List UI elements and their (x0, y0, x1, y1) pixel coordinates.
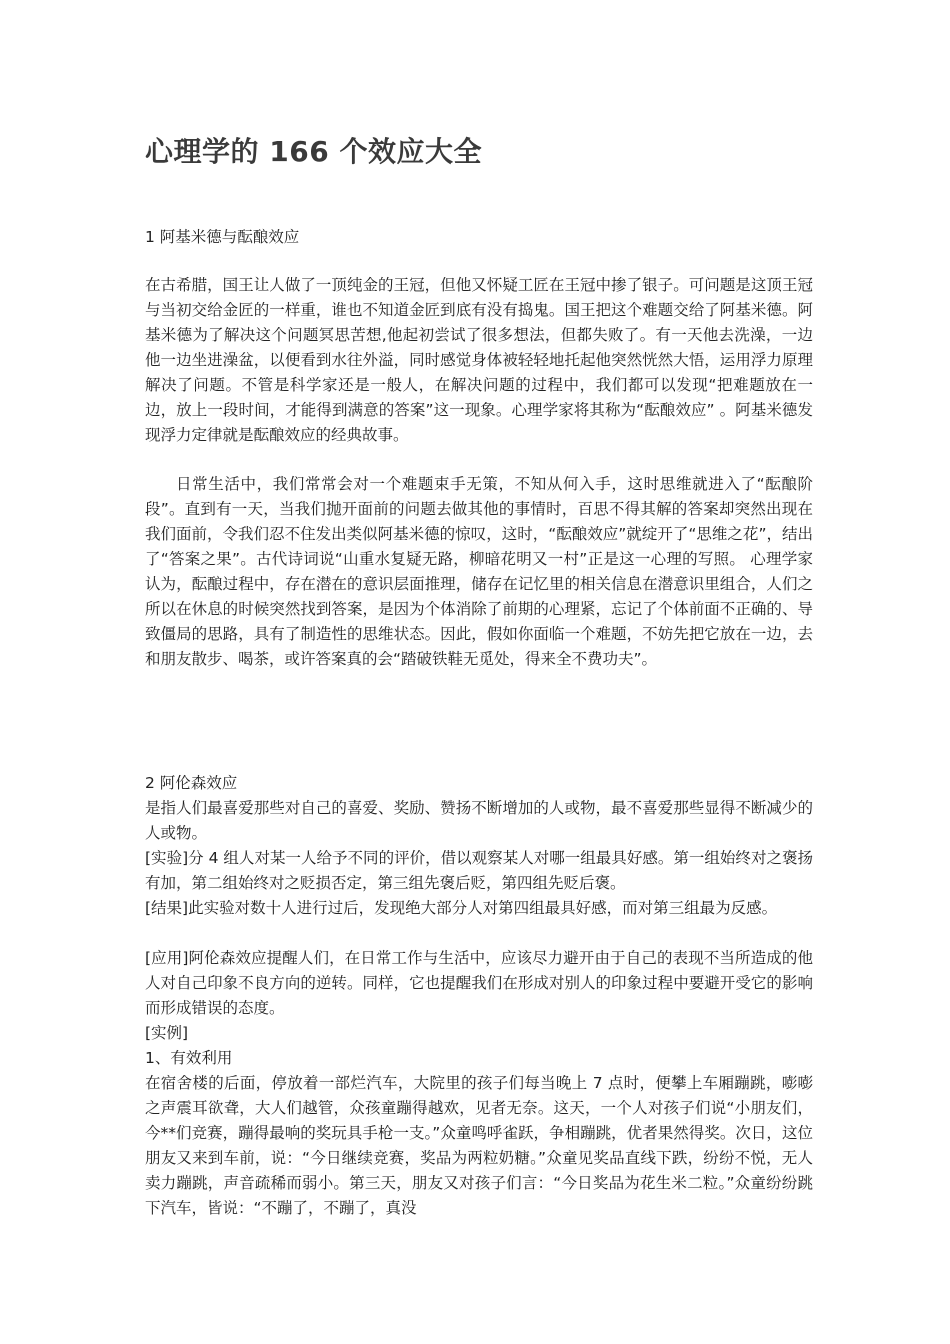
document-title: 心理学的 166 个效应大全 (145, 135, 482, 168)
paragraph: [结果]此实验对数十人进行过后，发现绝大部分人对第四组最具好感，而对第三组最为反感。 (145, 899, 778, 917)
section-heading: 2 阿伦森效应 (145, 774, 238, 792)
paragraph: 是指人们最喜爱那些对自己的喜爱、奖励、赞扬不断增加的人或物，最不喜爱那些显得不断减少的人或物。 (145, 799, 813, 842)
paragraph: [实例] (145, 1024, 189, 1042)
paragraph: 日常生活中，我们常常会对一个难题束手无策，不知从何入手，这时思维就进入了“酝酿阶段”。直到有一天，当我们抛开面前的问题去做其他的事情时，百思不得其解的答案却突然出现在我们面前，令我们忍不住发出类似阿基米德的惊叹，这时，“酝酿效应”就绽开了“思维之花”，结出了“答案之果”。古代诗词说“山重水复疑无路，柳暗花明又一村”正是这一心理的写照。 心理学家认为，酝酿过程中，存在潜在的意识层面推理，储存在记忆里的相关信息在潜意识里组合，人们之所以在休息的时候突然找到答案，是因为个体消除了前期的心理紧，忘记了个体前面不正确的、导致僵局的思路，具有了制造性的思维状态。因此，假如你面临一个难题，不妨先把它放在一边，去和朋友散步、喝茶，或许答案真的会“踏破铁鞋无觅处，得来全不费功夫”。 (145, 475, 813, 668)
paragraph: [实验]分 4 组人对某一人给予不同的评价，借以观察某人对哪一组最具好感。第一组始终对之褒扬有加，第二组始终对之贬损否定，第三组先褒后贬，第四组先贬后褒。 (145, 849, 813, 892)
paragraph: [应用]阿伦森效应提醒人们，在日常工作与生活中，应该尽力避开由于自己的表现不当所造成的他人对自己印象不良方向的逆转。同样，它也提醒我们在形成对别人的印象过程中要避开受它的影响而形成错误的态度。 (145, 949, 813, 1017)
paragraph: 在古希腊，国王让人做了一顶纯金的王冠，但他又怀疑工匠在王冠中掺了银子。可问题是这顶王冠与当初交给金匠的一样重，谁也不知道金匠到底有没有捣鬼。国王把这个难题交给了阿基米德。阿基米德为了解决这个问题冥思苦想,他起初尝试了很多想法，但都失败了。有一天他去洗澡，一边他一边坐进澡盆，以便看到水往外溢，同时感觉身体被轻轻地托起他突然恍然大悟，运用浮力原理解决了问题。不管是科学家还是一般人，在解决问题的过程中，我们都可以发现“把难题放在一边，放上一段时间，才能得到满意的答案”这一现象。心理学家将其称为“酝酿效应” 。阿基米德发现浮力定律就是酝酿效应的经典故事。 (145, 276, 813, 444)
paragraph: 在宿舍楼的后面，停放着一部烂汽车，大院里的孩子们每当晚上 7 点时，便攀上车厢蹦跳，嘭嘭之声震耳欲聋，大人们越管，众孩童蹦得越欢，见者无奈。这天，一个人对孩子们说“小朋友们，今**们竞赛，蹦得最响的奖玩具手枪一支。”众童鸣呼雀跃，争相蹦跳，优者果然得奖。次日，这位朋友又来到车前，说：“今日继续竞赛，奖品为两粒奶糖。”众童见奖品直线下跌，纷纷不悦，无人卖力蹦跳，声音疏稀而弱小。第三天，朋友又对孩子们言：“今日奖品为花生米二粒。”众童纷纷跳下汽车，皆说：“不蹦了，不蹦了，真没 (145, 1074, 813, 1217)
section-heading: 1 阿基米德与酝酿效应 (145, 228, 300, 246)
paragraph: 1、有效利用 (145, 1049, 233, 1067)
